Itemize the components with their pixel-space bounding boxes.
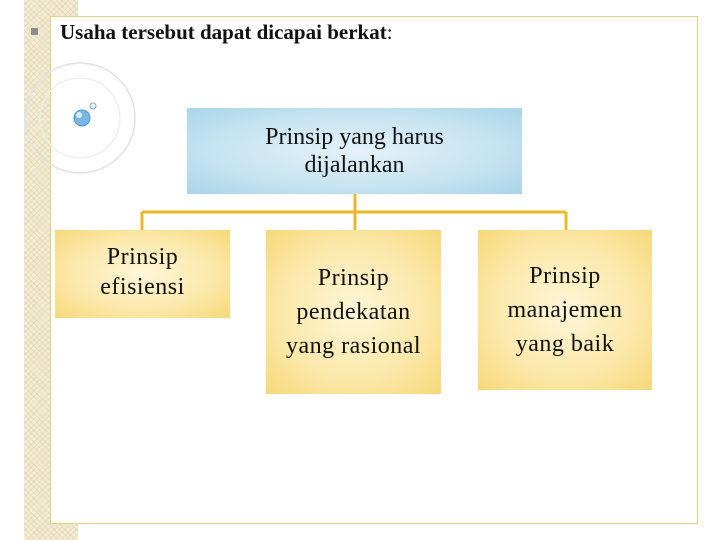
child-node-line: manajemen	[507, 297, 623, 323]
heading-colon: :	[386, 20, 393, 44]
top-node-line1: Prinsip yang harus	[265, 124, 444, 150]
child-node-line: Prinsip	[106, 244, 179, 270]
top-node	[187, 108, 522, 194]
heading-text: Usaha tersebut dapat dicapai berkat	[60, 20, 387, 44]
child-node-line: yang rasional	[285, 333, 422, 359]
child-node-manajemen-baik	[478, 230, 652, 390]
child-node-efisiensi	[55, 230, 230, 318]
child-node-line: yang baik	[515, 331, 615, 357]
child-node-line: efisiensi	[100, 274, 185, 300]
child-node-line: pendekatan	[296, 299, 411, 325]
top-node-line2: dijalankan	[304, 152, 405, 178]
child-node-pendekatan-rasional	[266, 230, 441, 394]
child-node-line: Prinsip	[317, 265, 390, 291]
child-node-line: Prinsip	[529, 263, 601, 289]
